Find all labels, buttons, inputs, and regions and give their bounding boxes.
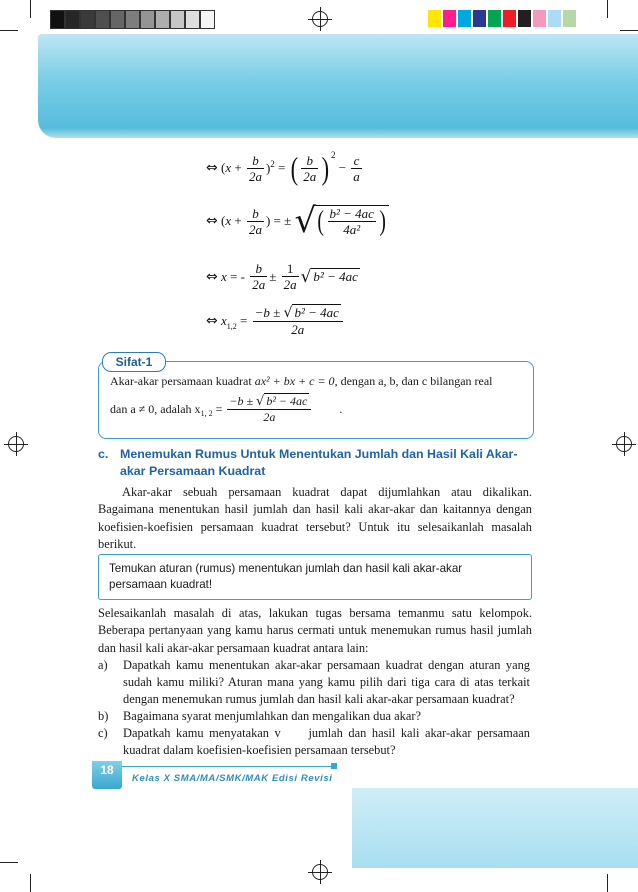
minus-sign: − bbox=[338, 160, 347, 175]
registration-mark-icon bbox=[8, 436, 24, 452]
equals-sign: = bbox=[278, 160, 286, 175]
fraction-c-over-a: $\frac{c}{a}$ bbox=[353, 152, 360, 184]
iff-arrow-icon: ⇔ bbox=[206, 313, 218, 329]
task-box bbox=[98, 554, 532, 600]
sifat-tab: Sifat-1 bbox=[102, 352, 166, 372]
plus-minus-sign: ± bbox=[284, 213, 292, 228]
question-b: b) Bagaimana syarat menjumlahkan dan mengalikan dua akar? bbox=[98, 709, 421, 723]
footer-dot bbox=[331, 763, 337, 769]
exponent: 2 bbox=[270, 159, 275, 170]
derivation-line-4: ⇔ x $_{1,2}$ = $\frac{\text{−b ± √ b² − 4ac}}{2a}$ bbox=[206, 305, 345, 337]
discriminant-fraction: $\frac{\text{b² − 4ac}}{\text{4a²}}$ bbox=[329, 206, 374, 237]
task-box-text: Temukan aturan (rumus) menentukan jumlah dan hasil kali akar-akar persamaan kuadrat! bbox=[109, 562, 463, 591]
iff-arrow-icon: ⇔ bbox=[206, 268, 218, 285]
fraction-b-over-2a: $\frac{b}{2a}$ bbox=[248, 152, 262, 184]
fraction-b-over-2a: $\frac{b}{2a}$ bbox=[248, 205, 262, 237]
derivation-line-3: ⇔ x = - $\frac{b}{2a}$ ± $\frac{1}{2a}$ √ b² − 4ac bbox=[206, 261, 358, 292]
question-c: c) Dapatkah kamu menyatakan v jumlah dan hasil kali akar-akar persamaan kuadrat dalam koefisien-koefisien persamaan tersebut? bbox=[98, 726, 534, 757]
sqrt-icon: √ bbox=[294, 201, 317, 241]
footer-band bbox=[352, 788, 638, 868]
footer-line bbox=[92, 766, 336, 767]
book-title: Kelas X SMA/MA/SMK/MAK Edisi Revisi bbox=[132, 773, 333, 784]
paragraph-2: Selesaikanlah masalah di atas, lakukan tugas bersama temanmu satu kelompok. Beberapa pertanyaan yang kamu harus cermati untuk menemukan rumus hasil jumlah dan hasil kali akar-akar persamaan kuadrat antara lain: bbox=[98, 606, 532, 655]
section-c-paragraph: Akar-akar sebuah persamaan kuadrat dapat dijumlahkan atau dikalikan. Bagaimana menentukan hasil jumlah dan hasil kali akar-akar dan kaitannya dengan koefisien-koefisien persamaan kuadrat tersebut? Untuk itu selesaikanlah masalah berikut. bbox=[98, 485, 532, 552]
fraction-b-over-2a: $\frac{b}{2a}$ bbox=[303, 152, 317, 184]
sifat-line-1: Akar-akar persamaan kuadrat ax² + bx + c = 0, dengan a, b, dan c bilangan real bbox=[110, 374, 493, 388]
iff-arrow-icon: ⇔ bbox=[206, 160, 218, 176]
sifat-quadratic-formula: $\frac{\text{−b ± √ b² − 4ac}}{2a}$ bbox=[227, 394, 311, 425]
sifat-line-2: dan a ≠ 0, adalah x $_{1, 2}$ = $\frac{\text{−b ± √ b² − 4ac}}{2a}$ . bbox=[110, 394, 343, 424]
question-a: a) Dapatkah kamu menentukan akar-akar persamaan kuadrat dengan aturan yang sudah kamu miliki? Aturan mana yang kamu pilih dari tiga cara di atas terkait dengan menemukan rumus jumlah dan hasil kali akar-akar persamaan kuadrat? bbox=[98, 658, 530, 706]
derivation-line-1: ⇔ ( x + $\frac{b}{2a}$ )$^2$ = ( $\frac{b}{2a}$ ) $^2$ − $\frac{c}{a}$ bbox=[206, 150, 360, 186]
page-number: 18 bbox=[92, 761, 122, 789]
registration-mark-icon bbox=[616, 436, 632, 452]
section-c-heading: c. Menemukan Rumus Untuk Menentukan Jumlah dan Hasil Kali Akar- akar Persamaan Kuadrat bbox=[98, 447, 518, 478]
variable-x: x bbox=[225, 160, 232, 175]
quadratic-formula-fraction: $\frac{\text{−b ± √ b² − 4ac}}{2a}$ bbox=[253, 305, 343, 337]
registration-mark-icon bbox=[312, 864, 328, 880]
derivation-line-2: ⇔ ( x + $\frac{b}{2a}$ ) = ± √ ( $\frac{\text{b² − 4ac}}{\text{4a²}}$ ) bbox=[206, 204, 389, 238]
sqrt-icon: √ bbox=[300, 266, 312, 287]
derivation bbox=[0, 0, 638, 352]
iff-arrow-icon: ⇔ bbox=[206, 213, 218, 229]
